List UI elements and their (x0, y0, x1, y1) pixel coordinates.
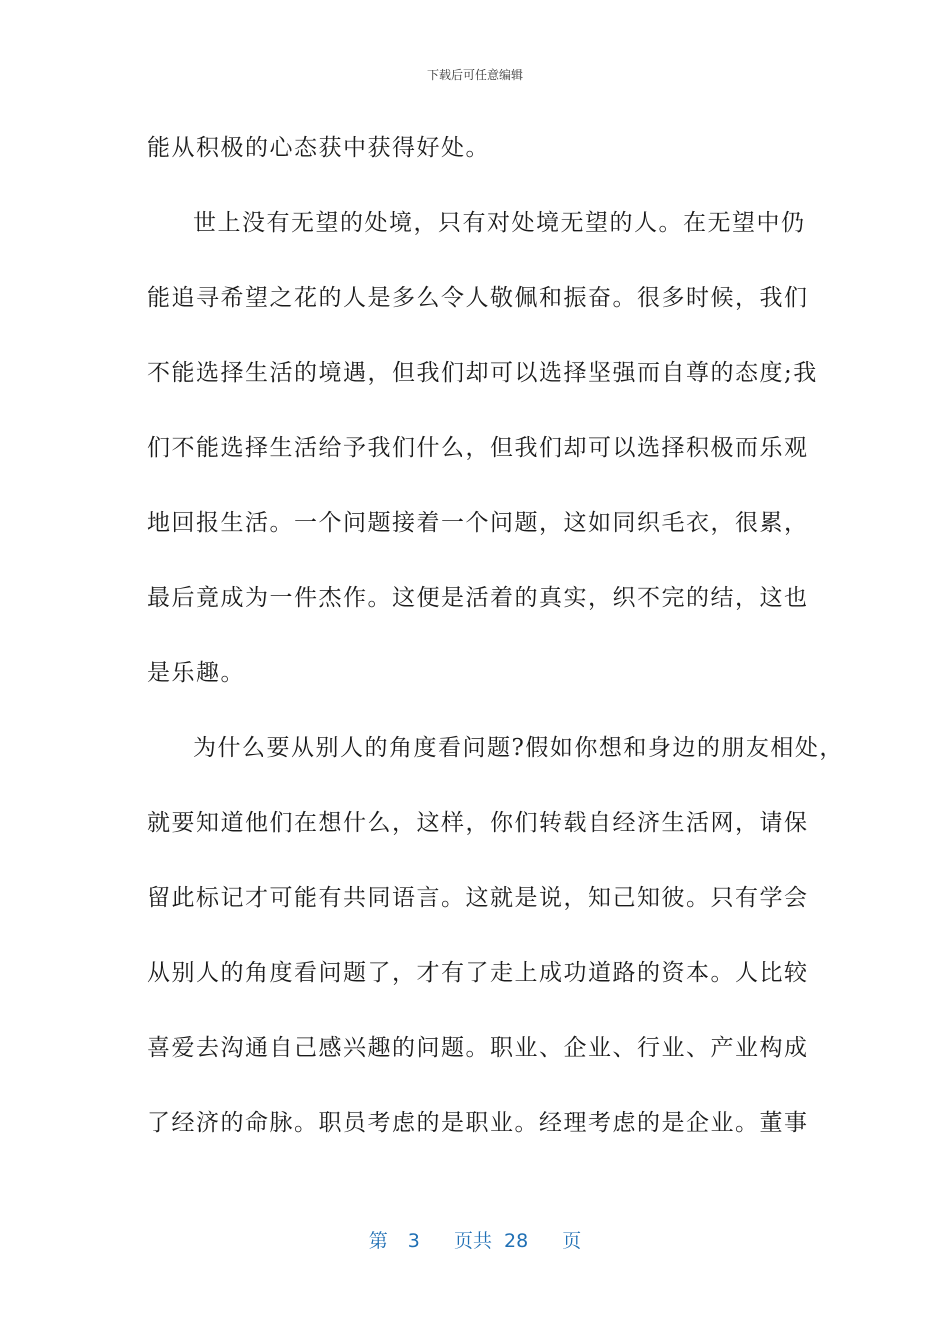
footer-middle: 页共 (453, 1230, 492, 1252)
text-line: 们不能选择生活给予我们什么，但我们却可以选择积极而乐观 (147, 435, 809, 461)
text-line: 留此标记才可能有共同语言。这就是说，知己知彼。只有学会 (147, 885, 809, 911)
text-line: 了经济的命脉。职员考虑的是职业。经理考虑的是企业。董事 (147, 1110, 809, 1136)
text-line: 是乐趣。 (147, 660, 245, 686)
page-header: 下载后可任意编辑 (426, 68, 523, 82)
page-footer (0, 1226, 950, 1253)
text-line: 从别人的角度看问题了，才有了走上成功道路的资本。人比较 (147, 960, 809, 986)
text-line: 就要知道他们在想什么，这样，你们转载自经济生活网，请保 (147, 810, 809, 836)
text-line: 世上没有无望的处境，只有对处境无望的人。在无望中仍 (193, 210, 806, 236)
text-line: 地回报生活。一个问题接着一个问题，这如同织毛衣，很累， (147, 510, 809, 536)
text-line: 为什么要从别人的角度看问题?假如你想和身边的朋友相处， (193, 735, 844, 761)
text-line: 不能选择生活的境遇，但我们却可以选择坚强而自尊的态度;我 (147, 360, 818, 386)
text-line: 最后竟成为一件杰作。这便是活着的真实，织不完的结，这也 (147, 585, 809, 611)
footer-suffix: 页 (562, 1230, 582, 1252)
text-line: 喜爱去沟通自己感兴趣的问题。职业、企业、行业、产业构成 (147, 1035, 809, 1061)
total-pages-number: 28 (504, 1230, 529, 1252)
text-line: 能从积极的心态获中获得好处。 (147, 135, 490, 161)
document-body (147, 120, 844, 1170)
current-page-number: 3 (407, 1230, 420, 1252)
text-line: 能追寻希望之花的人是多么令人敬佩和振奋。很多时候，我们 (147, 285, 809, 311)
footer-prefix: 第 (368, 1230, 388, 1252)
